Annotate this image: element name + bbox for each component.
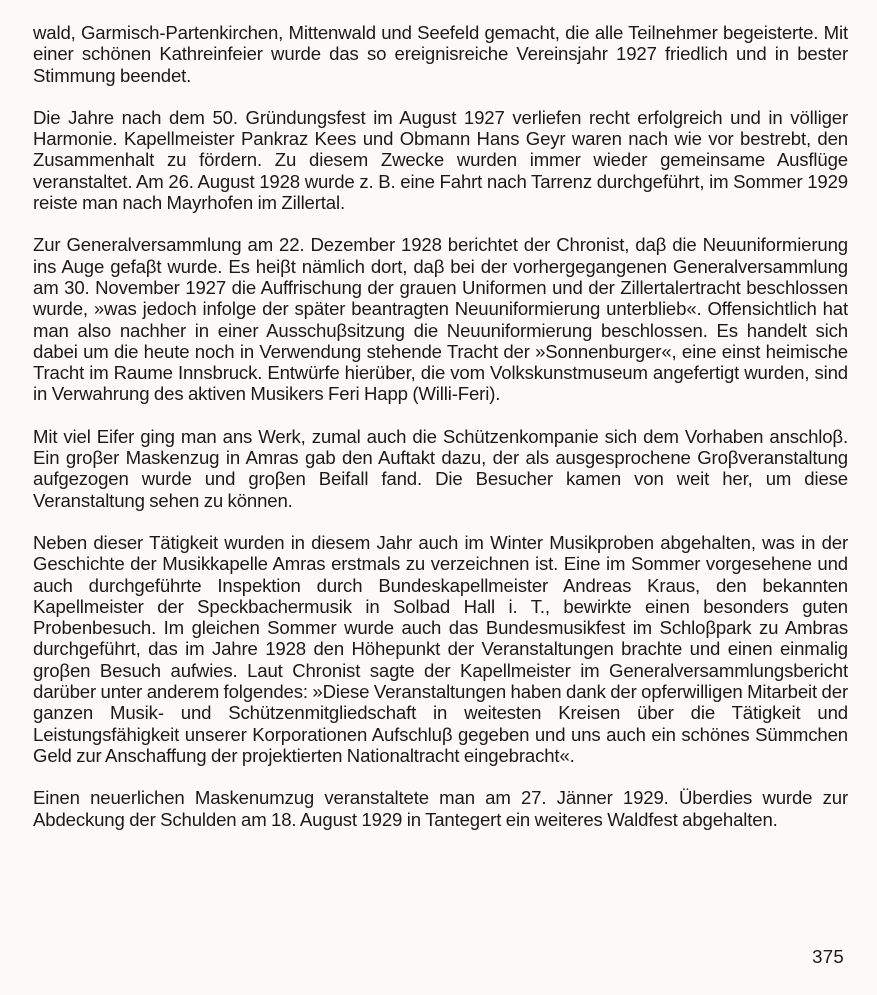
paragraph-2: Die Jahre nach dem 50. Gründungsfest im August 1927 verliefen recht erfolgreich und in völliger Harmonie. Kapellmeister Pankraz Kees und Obmann Hans Geyr waren nach wie vor bestrebt, den Zusammenhalt zu fördern. Zu diesem Zwecke wurden immer wieder gemeinsame Ausflüge veranstaltet. Am 26. August 1928 wurde z. B. eine Fahrt nach Tarrenz durchgeführt, im Sommer 1929 reiste man nach Mayrhofen im Zillertal.: [33, 106, 848, 214]
page-body: [33, 22, 848, 851]
page-number: 375: [812, 946, 844, 967]
paragraph-4: Mit viel Eifer ging man ans Werk, zumal auch die Schützenkompanie sich dem Vorhaben anschloβ. Ein groβer Maskenzug in Amras gab den Auftakt dazu, der als ausgesprochene Groβveranstaltung aufgezogen wurde und groβen Beifall fand. Die Besucher kamen von weit her, um diese Veranstaltung sehen zu können.: [33, 425, 848, 511]
paragraph-6: Einen neuerlichen Maskenumzug veranstaltete man am 27. Jänner 1929. Überdies wurde zur Abdeckung der Schulden am 18. August 1929 in Tantegert ein weiteres Waldfest abgehalten.: [33, 787, 848, 830]
paragraph-5: Neben dieser Tätigkeit wurden in diesem Jahr auch im Winter Musikproben abgehalten, was in der Geschichte der Musikkapelle Amras erstmals zu verzeichnen ist. Eine im Sommer vorgesehene und auch durchgeführte Inspektion durch Bundeskapellmeister Andreas Kraus, den bekannten Kapellmeister der Speckbachermusik in Solbad Hall i. T., bewirkte einen besonders guten Probenbesuch. Im gleichen Sommer wurde auch das Bundesmusikfest im Schloβpark zu Ambras durchgeführt, das im Jahre 1928 den Höhepunkt der Veranstaltungen brachte und einen einmalig groβen Besuch aufwies. Laut Chronist sagte der Kapellmeister im Generalversammlungsbericht darüber unter anderem folgendes: »Diese Veranstaltungen haben dank der opferwilligen Mitarbeit der ganzen Musik- und Schützenmitgliedschaft in weitesten Kreisen über die Tätigkeit und Leistungsfähigkeit unserer Korporationen Aufschluβ gegeben und uns auch ein schönes Sümmchen Geld zur Anschaffung der projektierten Nationaltracht eingebracht«.: [33, 531, 848, 766]
paragraph-1: wald, Garmisch-Partenkirchen, Mittenwald und Seefeld gemacht, die alle Teilnehmer begeisterte. Mit einer schönen Kathreinfeier wurde das so ereignisreiche Vereinsjahr 1927 friedlich und in bester Stimmung beendet.: [33, 22, 848, 86]
paragraph-3: Zur Generalversammlung am 22. Dezember 1928 berichtet der Chronist, daβ die Neuuniformierung ins Auge gefaβt wurde. Es heiβt nämlich dort, daβ bei der vorhergegangenen Generalversammlung am 30. November 1927 die Auffrischung der grauen Uniformen und der Zillertalertracht beschlossen wurde, »was jedoch infolge der später beantragten Neuuniformierung unterblieb«. Offensichtlich hat man also nachher in einer Ausschuβsitzung die Neuuniformierung beschlossen. Es handelt sich dabei um die heute noch in Verwendung stehende Tracht der »Sonnenburger«, eine einst heimische Tracht im Raume Innsbruck. Entwürfe hierüber, die vom Volkskunstmuseum angefertigt wurden, sind in Verwahrung des aktiven Musikers Feri Happ (Willi-Feri).: [33, 234, 848, 405]
